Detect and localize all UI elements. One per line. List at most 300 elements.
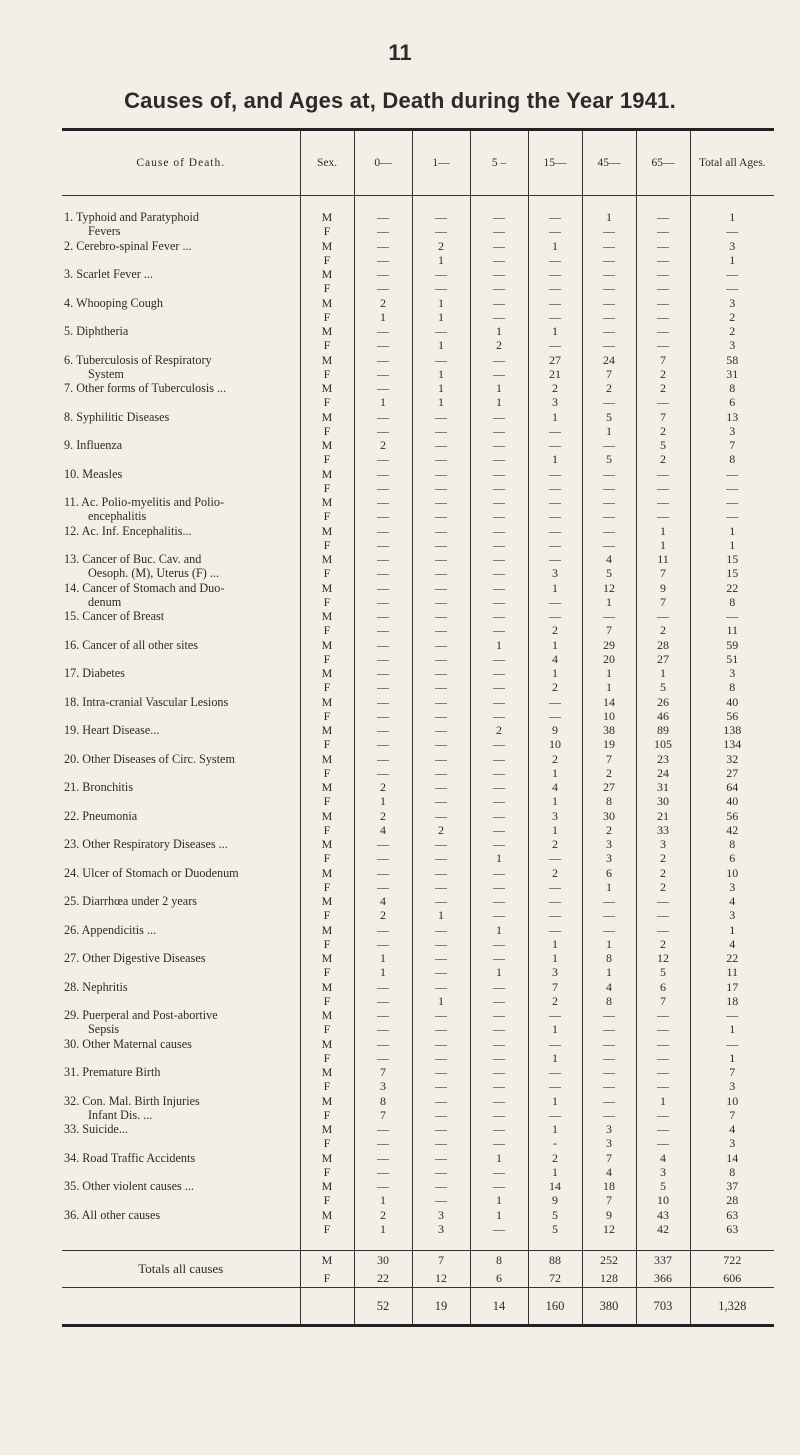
- table-cell: —: [470, 980, 528, 994]
- cause-label: Infant Dis. ...: [88, 1107, 153, 1122]
- table-cell: —: [528, 281, 582, 295]
- table-cell: —: [690, 1037, 774, 1051]
- table-cell: 12: [582, 581, 636, 595]
- table-cell: 72: [528, 1269, 582, 1288]
- table-cell: 1: [354, 310, 412, 324]
- table-cell: 9: [636, 581, 690, 595]
- cause-label: [62, 538, 300, 552]
- table-cell: 2: [354, 1208, 412, 1222]
- table-cell: —: [470, 908, 528, 922]
- table-cell: —: [528, 609, 582, 623]
- table-row: [62, 851, 774, 865]
- table-cell: 2: [636, 937, 690, 951]
- table-cell: —: [354, 552, 412, 566]
- table-row: [62, 296, 774, 310]
- table-cell: 4: [582, 980, 636, 994]
- page-title: Causes of, and Ages at, Death during the Year 1941.: [124, 88, 676, 113]
- table-row: [62, 281, 774, 295]
- table-cell: —: [412, 880, 470, 894]
- page-number: 11: [388, 40, 412, 65]
- table-cell: —: [470, 224, 528, 238]
- table-cell: —: [354, 837, 412, 851]
- table-cell: —: [354, 495, 412, 509]
- table-cell: —: [412, 780, 470, 794]
- cause-label: System: [88, 366, 124, 381]
- table-cell: 1: [636, 1094, 690, 1108]
- table-cell: 40: [690, 695, 774, 709]
- table-cell: 1: [636, 524, 690, 538]
- table-cell: —: [470, 695, 528, 709]
- table-cell: —: [582, 609, 636, 623]
- table-cell: —: [470, 210, 528, 224]
- sex-cell: F: [300, 338, 354, 352]
- totals-row-male: [62, 1251, 774, 1270]
- table-cell: —: [412, 581, 470, 595]
- table-cell: —: [354, 937, 412, 951]
- table-cell: —: [354, 509, 412, 523]
- table-cell: 1: [582, 666, 636, 680]
- table-cell: —: [582, 324, 636, 338]
- table-cell: —: [690, 281, 774, 295]
- table-cell: —: [412, 1008, 470, 1022]
- table-cell: —: [582, 224, 636, 238]
- table-cell: —: [412, 1136, 470, 1150]
- table-cell: —: [354, 1136, 412, 1150]
- table-cell: 64: [690, 780, 774, 794]
- table-cell: —: [412, 324, 470, 338]
- table-cell: 1: [412, 310, 470, 324]
- table-cell: —: [412, 1165, 470, 1179]
- table-cell: 6: [636, 980, 690, 994]
- table-cell: 2: [636, 381, 690, 395]
- cause-label: 2. Cerebro-spinal Fever ...: [64, 238, 192, 253]
- table-cell: 2: [636, 424, 690, 438]
- table-cell: —: [412, 623, 470, 637]
- sex-cell: M: [300, 581, 354, 595]
- table-cell: 7: [412, 1251, 470, 1270]
- table-row: [62, 495, 774, 509]
- table-cell: —: [354, 581, 412, 595]
- table-cell: 51: [690, 652, 774, 666]
- table-cell: —: [354, 1179, 412, 1193]
- table-cell: —: [470, 1136, 528, 1150]
- sex-cell: M: [300, 239, 354, 253]
- header-row: [62, 131, 774, 196]
- table-cell: —: [412, 1022, 470, 1036]
- table-cell: —: [470, 595, 528, 609]
- table-cell: —: [412, 210, 470, 224]
- table-cell: —: [412, 866, 470, 880]
- table-cell: —: [528, 552, 582, 566]
- table-cell: 3: [354, 1079, 412, 1093]
- table-cell: 2: [582, 766, 636, 780]
- table-cell: 2: [636, 880, 690, 894]
- table-cell: 7: [690, 1065, 774, 1079]
- table-cell: 9: [528, 1193, 582, 1207]
- table-cell: 8: [690, 680, 774, 694]
- table-cell: —: [528, 1065, 582, 1079]
- totals-sex: F: [300, 1269, 354, 1288]
- table-cell: 3: [528, 395, 582, 409]
- table-cell: —: [412, 1179, 470, 1193]
- table-cell: —: [354, 538, 412, 552]
- table-row: [62, 424, 774, 438]
- grand-total-cell: 703: [636, 1288, 690, 1325]
- cause-label: denum: [88, 594, 122, 609]
- table-cell: 1: [470, 1151, 528, 1165]
- table-cell: —: [528, 894, 582, 908]
- table-cell: —: [470, 737, 528, 751]
- table-cell: —: [470, 481, 528, 495]
- table-row: [62, 1065, 774, 1079]
- table-cell: —: [636, 1108, 690, 1122]
- table-cell: —: [354, 980, 412, 994]
- sex-cell: F: [300, 395, 354, 409]
- table-cell: —: [582, 395, 636, 409]
- table-row: [62, 1108, 774, 1122]
- table-cell: 12: [412, 1269, 470, 1288]
- table-cell: 1: [528, 766, 582, 780]
- table-row: [62, 837, 774, 851]
- cause-label: [62, 1193, 300, 1207]
- table-row: [62, 638, 774, 652]
- table-cell: —: [528, 509, 582, 523]
- table-cell: 7: [690, 1108, 774, 1122]
- table-cell: 1: [412, 908, 470, 922]
- table-cell: 1: [528, 951, 582, 965]
- table-cell: 8: [690, 595, 774, 609]
- table-cell: 5: [636, 438, 690, 452]
- table-cell: —: [412, 481, 470, 495]
- table-cell: —: [470, 780, 528, 794]
- table-cell: 10: [690, 1094, 774, 1108]
- table-body: [62, 196, 774, 1251]
- table-cell: 11: [690, 623, 774, 637]
- sex-cell: F: [300, 1051, 354, 1065]
- table-cell: —: [582, 267, 636, 281]
- sex-cell: F: [300, 566, 354, 580]
- table-cell: 42: [690, 823, 774, 837]
- table-row: [62, 509, 774, 523]
- table-cell: —: [470, 609, 528, 623]
- cause-label: [62, 281, 300, 295]
- cause-label: [62, 452, 300, 466]
- table-cell: 1: [528, 823, 582, 837]
- table-cell: 1: [690, 1022, 774, 1036]
- table-cell: —: [354, 994, 412, 1008]
- sex-cell: M: [300, 1008, 354, 1022]
- table-cell: 8: [470, 1251, 528, 1270]
- cause-label: 21. Bronchitis: [64, 780, 134, 795]
- table-cell: —: [470, 1037, 528, 1051]
- table-cell: 3: [690, 908, 774, 922]
- table-cell: 1: [470, 923, 528, 937]
- table-cell: —: [690, 481, 774, 495]
- table-cell: —: [470, 581, 528, 595]
- table-cell: 1: [528, 794, 582, 808]
- table-cell: —: [354, 695, 412, 709]
- table-row: [62, 923, 774, 937]
- table-cell: —: [412, 851, 470, 865]
- table-cell: 1: [528, 452, 582, 466]
- table-cell: —: [354, 652, 412, 666]
- table-cell: 21: [528, 367, 582, 381]
- table-cell: —: [470, 452, 528, 466]
- table-cell: —: [354, 1151, 412, 1165]
- table-row: [62, 809, 774, 823]
- table-cell: 1: [528, 1022, 582, 1036]
- table-cell: 3: [690, 296, 774, 310]
- cause-label: [62, 1079, 300, 1093]
- cause-label: [62, 965, 300, 979]
- cause-label: encephalitis: [88, 509, 147, 524]
- cause-label: 1. Typhoid and Paratyphoid: [64, 210, 200, 225]
- cause-label: 20. Other Diseases of Circ. System: [64, 751, 235, 766]
- table-cell: 2: [354, 296, 412, 310]
- cause-label: [62, 937, 300, 951]
- table-cell: —: [582, 1037, 636, 1051]
- table-cell: —: [412, 965, 470, 979]
- sex-cell: F: [300, 538, 354, 552]
- table-cell: -: [528, 1136, 582, 1150]
- cause-label: 22. Pneumonia: [64, 808, 138, 823]
- table-row: [62, 965, 774, 979]
- table-cell: —: [470, 1122, 528, 1136]
- cause-label: 17. Diabetes: [64, 666, 125, 681]
- table-cell: 63: [690, 1208, 774, 1222]
- cause-label: [62, 709, 300, 723]
- cause-label: [62, 623, 300, 637]
- table-cell: 5: [636, 965, 690, 979]
- table-cell: 24: [582, 353, 636, 367]
- cause-label: 28. Nephritis: [64, 979, 128, 994]
- table-cell: 7: [582, 1151, 636, 1165]
- cause-label: [62, 1051, 300, 1065]
- table-cell: 1: [636, 666, 690, 680]
- table-cell: —: [582, 310, 636, 324]
- table-row: [62, 438, 774, 452]
- table-cell: —: [636, 495, 690, 509]
- sex-cell: M: [300, 723, 354, 737]
- sex-cell: M: [300, 1179, 354, 1193]
- table-cell: 4: [354, 894, 412, 908]
- table-cell: —: [528, 467, 582, 481]
- table-cell: 3: [528, 809, 582, 823]
- table-cell: —: [636, 467, 690, 481]
- table-row: [62, 1136, 774, 1150]
- table-cell: —: [470, 1222, 528, 1236]
- table-cell: 17: [690, 980, 774, 994]
- sex-cell: F: [300, 310, 354, 324]
- cause-label: 10. Measles: [64, 466, 123, 481]
- cause-label: [62, 1136, 300, 1150]
- table-cell: 1: [528, 410, 582, 424]
- table-cell: 11: [636, 552, 690, 566]
- cause-label: Sepsis: [88, 1022, 120, 1037]
- table-cell: 337: [636, 1251, 690, 1270]
- table-cell: 1: [528, 1165, 582, 1179]
- table-cell: 1: [528, 324, 582, 338]
- table-row: [62, 210, 774, 224]
- table-cell: —: [354, 595, 412, 609]
- table-cell: —: [470, 1065, 528, 1079]
- table-cell: 1: [412, 296, 470, 310]
- table-cell: —: [470, 239, 528, 253]
- table-cell: 32: [690, 752, 774, 766]
- table-row: [62, 1193, 774, 1207]
- cause-label: [62, 880, 300, 894]
- table-cell: —: [470, 937, 528, 951]
- table-row: [62, 381, 774, 395]
- table-cell: 7: [636, 353, 690, 367]
- table-cell: 8: [354, 1094, 412, 1108]
- table-cell: —: [470, 566, 528, 580]
- table-cell: 1: [582, 680, 636, 694]
- table-cell: —: [528, 495, 582, 509]
- table-cell: —: [690, 1008, 774, 1022]
- cause-label: [62, 1165, 300, 1179]
- table-cell: —: [412, 467, 470, 481]
- table-row: [62, 980, 774, 994]
- table-cell: —: [636, 210, 690, 224]
- table-cell: 1: [470, 381, 528, 395]
- sex-cell: F: [300, 1165, 354, 1179]
- table-cell: 2: [690, 310, 774, 324]
- table-cell: —: [470, 424, 528, 438]
- table-cell: 18: [690, 994, 774, 1008]
- table-cell: 1: [690, 253, 774, 267]
- table-row: [62, 623, 774, 637]
- table-cell: 6: [470, 1269, 528, 1288]
- sex-cell: F: [300, 595, 354, 609]
- table-cell: —: [354, 723, 412, 737]
- table-cell: 2: [528, 381, 582, 395]
- table-cell: —: [412, 452, 470, 466]
- table-cell: 19: [582, 737, 636, 751]
- table-row: [62, 552, 774, 566]
- table-cell: —: [412, 937, 470, 951]
- sex-cell: M: [300, 296, 354, 310]
- table-cell: —: [582, 1065, 636, 1079]
- header-age-15: 15—: [528, 131, 582, 196]
- table-cell: —: [582, 538, 636, 552]
- table-row: [62, 324, 774, 338]
- table-cell: —: [528, 1079, 582, 1093]
- table-cell: —: [690, 267, 774, 281]
- sex-cell: F: [300, 709, 354, 723]
- grand-total-cell: 52: [354, 1288, 412, 1325]
- table-cell: 1: [582, 424, 636, 438]
- table-cell: —: [582, 908, 636, 922]
- table-cell: 10: [690, 866, 774, 880]
- table-cell: 1: [528, 1122, 582, 1136]
- cause-label: 35. Other violent causes ...: [64, 1179, 194, 1194]
- table-cell: 2: [528, 866, 582, 880]
- table-cell: —: [354, 1008, 412, 1022]
- table-cell: —: [354, 666, 412, 680]
- table-cell: 1: [412, 253, 470, 267]
- table-cell: 12: [582, 1222, 636, 1236]
- table-cell: —: [412, 281, 470, 295]
- table-cell: —: [582, 1094, 636, 1108]
- table-cell: —: [412, 794, 470, 808]
- table-cell: —: [354, 638, 412, 652]
- table-cell: —: [354, 1165, 412, 1179]
- table-cell: 23: [636, 752, 690, 766]
- table-cell: —: [412, 723, 470, 737]
- table-cell: —: [528, 595, 582, 609]
- table-cell: 2: [354, 438, 412, 452]
- table-cell: —: [412, 737, 470, 751]
- table-cell: 1: [582, 880, 636, 894]
- table-cell: 2: [636, 452, 690, 466]
- table-cell: 252: [582, 1251, 636, 1270]
- table-cell: —: [636, 609, 690, 623]
- table-row: [62, 310, 774, 324]
- sex-cell: M: [300, 1208, 354, 1222]
- header-age-45: 45—: [582, 131, 636, 196]
- table-cell: 8: [690, 381, 774, 395]
- table-cell: —: [528, 1108, 582, 1122]
- table-cell: 3: [690, 338, 774, 352]
- sex-cell: M: [300, 1037, 354, 1051]
- table-row: [62, 737, 774, 751]
- table-row: [62, 410, 774, 424]
- sex-cell: F: [300, 1136, 354, 1150]
- sex-cell: M: [300, 780, 354, 794]
- sex-cell: M: [300, 837, 354, 851]
- table-cell: —: [582, 1022, 636, 1036]
- table-cell: —: [412, 709, 470, 723]
- table-cell: 5: [636, 1179, 690, 1193]
- sex-cell: M: [300, 695, 354, 709]
- table-cell: —: [636, 395, 690, 409]
- table-cell: —: [690, 224, 774, 238]
- sex-cell: M: [300, 210, 354, 224]
- table-cell: —: [412, 438, 470, 452]
- table-cell: 1: [690, 210, 774, 224]
- grand-total-cell: 380: [582, 1288, 636, 1325]
- table-cell: 1: [412, 395, 470, 409]
- table-cell: —: [470, 894, 528, 908]
- table-cell: —: [412, 410, 470, 424]
- sex-cell: M: [300, 866, 354, 880]
- table-cell: —: [636, 894, 690, 908]
- table-cell: —: [412, 695, 470, 709]
- table-cell: 14: [690, 1151, 774, 1165]
- table-cell: 22: [690, 581, 774, 595]
- table-cell: 4: [528, 780, 582, 794]
- table-cell: 43: [636, 1208, 690, 1222]
- table-cell: —: [582, 467, 636, 481]
- table-cell: —: [636, 296, 690, 310]
- table-cell: —: [528, 709, 582, 723]
- table-cell: 20: [582, 652, 636, 666]
- table-row: [62, 566, 774, 580]
- table-cell: —: [582, 296, 636, 310]
- table-cell: 1: [470, 1193, 528, 1207]
- header-total: Total all Ages.: [690, 131, 774, 196]
- cause-label: [62, 908, 300, 922]
- header-age-65: 65—: [636, 131, 690, 196]
- table-cell: —: [412, 224, 470, 238]
- table-cell: 2: [528, 752, 582, 766]
- cause-label: 19. Heart Disease...: [64, 723, 160, 738]
- table-cell: —: [582, 923, 636, 937]
- sex-cell: M: [300, 324, 354, 338]
- table-row: [62, 823, 774, 837]
- table-cell: —: [636, 1065, 690, 1079]
